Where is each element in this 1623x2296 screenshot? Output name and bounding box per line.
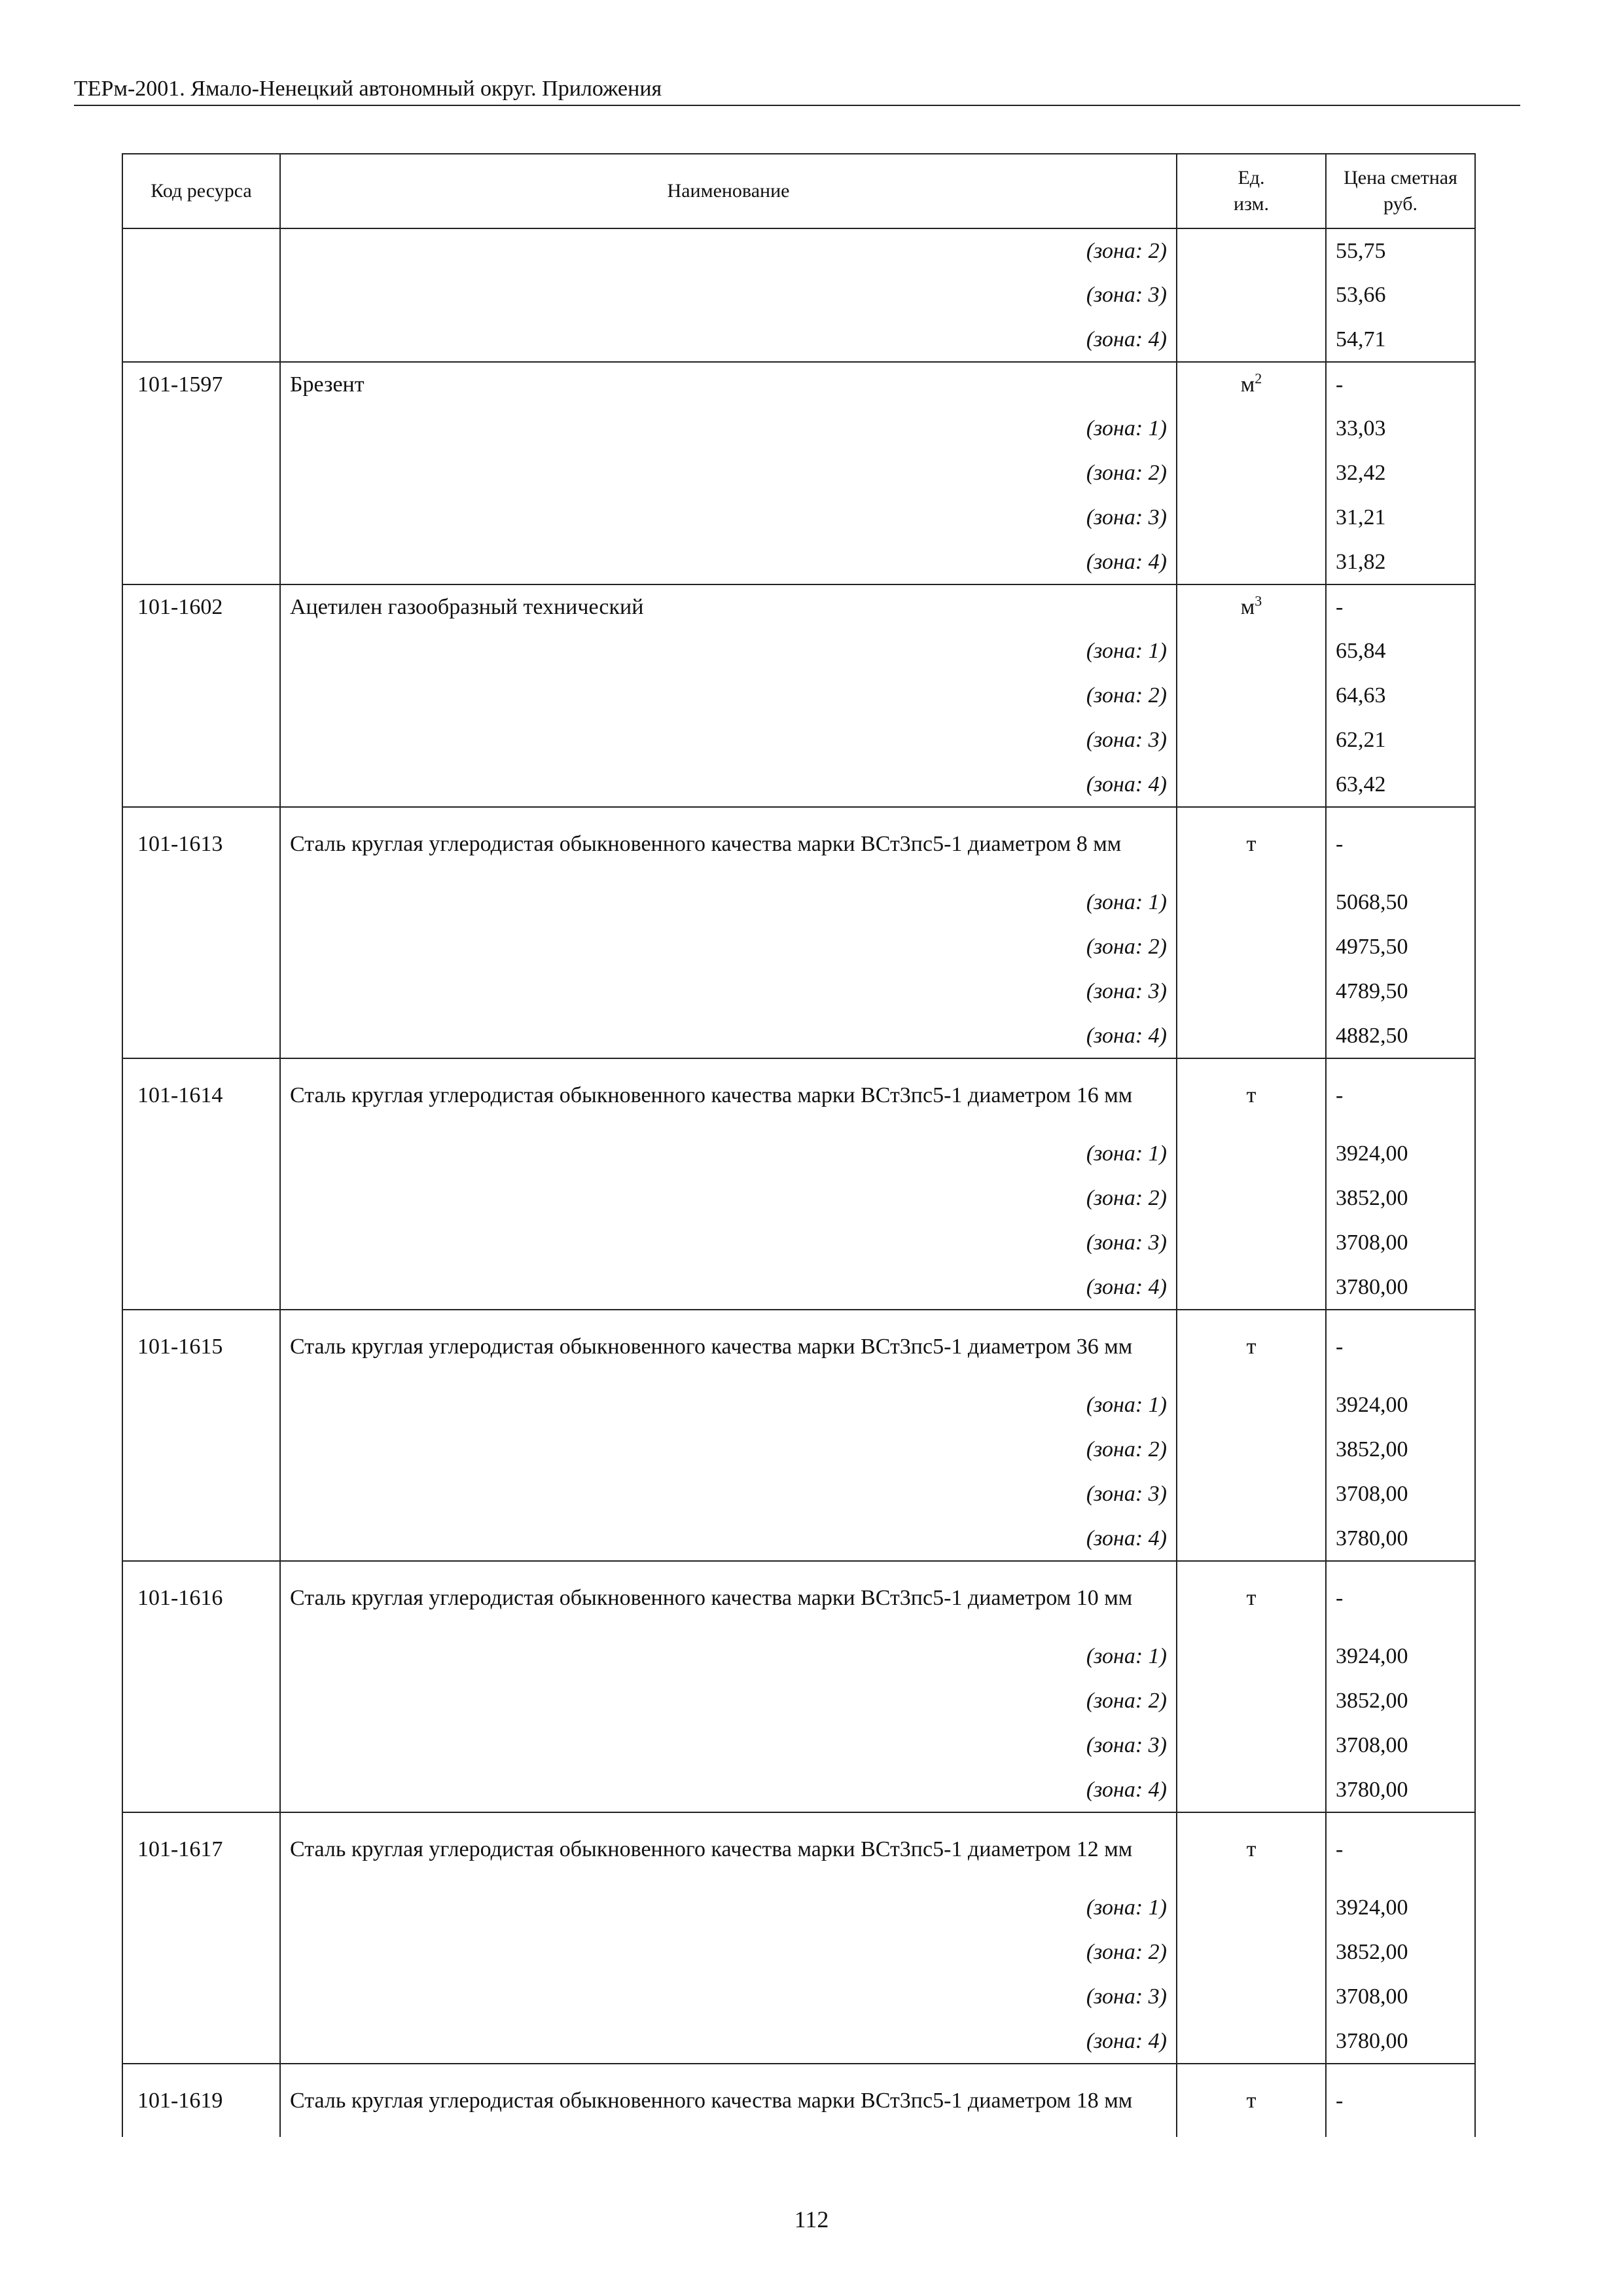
zone-price: 4789,50	[1326, 969, 1475, 1014]
zone-label: (зона: 4)	[280, 540, 1177, 584]
zone-price: 33,03	[1326, 406, 1475, 451]
resource-code-cell	[122, 880, 280, 925]
resource-code-cell	[122, 718, 280, 762]
zone-row	[122, 1472, 1475, 1516]
zone-row	[122, 540, 1475, 584]
resource-code-cell	[122, 1723, 280, 1768]
zone-label: (зона: 1)	[280, 1132, 1177, 1176]
zone-label: (зона: 4)	[280, 1768, 1177, 1812]
resource-name: Сталь круглая углеродистая обыкновенного качества марки ВСт3пс5-1 диаметром 18 мм	[280, 2064, 1177, 2137]
price-table	[122, 153, 1476, 2137]
zone-price: 3852,00	[1326, 1176, 1475, 1221]
resource-code-cell	[122, 1930, 280, 1975]
zone-price: 64,63	[1326, 673, 1475, 718]
zone-price: 3780,00	[1326, 1265, 1475, 1310]
column-header-price	[1326, 154, 1475, 228]
resource-code: 101-1602	[122, 584, 280, 629]
zone-label: (зона: 4)	[280, 1014, 1177, 1058]
resource-name: Сталь круглая углеродистая обыкновенного качества марки ВСт3пс5-1 диаметром 12 мм	[280, 1812, 1177, 1886]
zone-row	[122, 1383, 1475, 1427]
resource-code-cell	[122, 317, 280, 362]
zone-price: 5068,50	[1326, 880, 1475, 925]
resource-row	[122, 2064, 1475, 2137]
zone-row	[122, 273, 1475, 317]
zone-price: 3924,00	[1326, 1886, 1475, 1930]
resource-code-cell	[122, 673, 280, 718]
resource-code-cell	[122, 2019, 280, 2064]
unit-cell	[1177, 228, 1326, 273]
zone-price: 31,21	[1326, 495, 1475, 540]
zone-label: (зона: 4)	[280, 1265, 1177, 1310]
column-header-unit	[1177, 154, 1326, 228]
unit-cell	[1177, 1930, 1326, 1975]
unit-cell	[1177, 1516, 1326, 1561]
zone-price: 3708,00	[1326, 1975, 1475, 2019]
unit-cell	[1177, 969, 1326, 1014]
resource-code-cell	[122, 273, 280, 317]
zone-label: (зона: 1)	[280, 629, 1177, 673]
resource-code-cell	[122, 1768, 280, 1812]
unit-cell	[1177, 880, 1326, 925]
zone-label: (зона: 3)	[280, 495, 1177, 540]
zone-price: 53,66	[1326, 273, 1475, 317]
unit-base: м	[1240, 372, 1255, 397]
resource-row	[122, 584, 1475, 629]
resource-code-cell	[122, 495, 280, 540]
zone-price: 63,42	[1326, 762, 1475, 807]
zone-label: (зона: 2)	[280, 228, 1177, 273]
zone-price: 3852,00	[1326, 1427, 1475, 1472]
unit-exponent: 3	[1255, 592, 1262, 609]
resource-row	[122, 1310, 1475, 1383]
resource-code-cell	[122, 1176, 280, 1221]
unit-cell	[1177, 1679, 1326, 1723]
zone-price: 4975,50	[1326, 925, 1475, 969]
resource-unit	[1177, 2064, 1326, 2137]
zone-price: 3780,00	[1326, 1516, 1475, 1561]
zone-price: 62,21	[1326, 718, 1475, 762]
resource-price: -	[1326, 807, 1475, 880]
resource-code-cell	[122, 969, 280, 1014]
zone-row	[122, 1975, 1475, 2019]
resource-name: Ацетилен газообразный технический	[280, 584, 1177, 629]
zone-label: (зона: 1)	[280, 1634, 1177, 1679]
resource-code-cell	[122, 1383, 280, 1427]
zone-row	[122, 1132, 1475, 1176]
resource-unit	[1177, 807, 1326, 880]
zone-label: (зона: 2)	[280, 1930, 1177, 1975]
resource-code-cell	[122, 451, 280, 495]
resource-code-cell	[122, 1132, 280, 1176]
unit-cell	[1177, 629, 1326, 673]
unit-cell	[1177, 762, 1326, 807]
unit-cell	[1177, 406, 1326, 451]
page-header: ТЕРм-2001. Ямало-Ненецкий автономный округ. Приложения	[74, 73, 1520, 106]
unit-cell	[1177, 317, 1326, 362]
resource-code-cell	[122, 1516, 280, 1561]
zone-row	[122, 925, 1475, 969]
unit-base: т	[1246, 1837, 1257, 1861]
zone-price: 3708,00	[1326, 1723, 1475, 1768]
zone-label: (зона: 1)	[280, 1886, 1177, 1930]
zone-label: (зона: 3)	[280, 1975, 1177, 2019]
resource-code-cell	[122, 1221, 280, 1265]
zone-row	[122, 2019, 1475, 2064]
zone-label: (зона: 1)	[280, 1383, 1177, 1427]
resource-name: Брезент	[280, 362, 1177, 406]
unit-cell	[1177, 451, 1326, 495]
unit-cell	[1177, 1768, 1326, 1812]
resource-code-cell	[122, 762, 280, 807]
resource-code-cell	[122, 925, 280, 969]
zone-row	[122, 1427, 1475, 1472]
resource-code-cell	[122, 1634, 280, 1679]
resource-code-cell	[122, 1472, 280, 1516]
resource-price: -	[1326, 1058, 1475, 1132]
unit-base: м	[1240, 594, 1255, 619]
zone-label: (зона: 3)	[280, 718, 1177, 762]
column-header-name: Наименование	[280, 154, 1177, 228]
zone-label: (зона: 4)	[280, 317, 1177, 362]
resource-unit	[1177, 1310, 1326, 1383]
zone-row	[122, 969, 1475, 1014]
resource-row	[122, 807, 1475, 880]
zone-price: 3780,00	[1326, 2019, 1475, 2064]
resource-code-cell	[122, 1014, 280, 1058]
column-header-code: Код ресурса	[122, 154, 280, 228]
column-header-price-line1: Цена сметная	[1344, 167, 1457, 188]
zone-row	[122, 762, 1475, 807]
zone-label: (зона: 2)	[280, 1679, 1177, 1723]
resource-row	[122, 1561, 1475, 1634]
unit-cell	[1177, 1634, 1326, 1679]
page-number: 112	[794, 2206, 829, 2233]
zone-row	[122, 317, 1475, 362]
unit-base: т	[1246, 1083, 1257, 1107]
zone-label: (зона: 2)	[280, 673, 1177, 718]
resource-unit	[1177, 1561, 1326, 1634]
column-header-unit-line1: Ед.	[1238, 167, 1265, 188]
zone-row	[122, 1221, 1475, 1265]
unit-base: т	[1246, 1334, 1257, 1359]
resource-code-cell	[122, 228, 280, 273]
zone-price: 32,42	[1326, 451, 1475, 495]
zone-label: (зона: 1)	[280, 406, 1177, 451]
zone-row	[122, 495, 1475, 540]
unit-cell	[1177, 1886, 1326, 1930]
zone-price: 3924,00	[1326, 1634, 1475, 1679]
resource-row	[122, 362, 1475, 406]
unit-cell	[1177, 273, 1326, 317]
zone-price: 4882,50	[1326, 1014, 1475, 1058]
unit-cell	[1177, 673, 1326, 718]
zone-price: 3708,00	[1326, 1472, 1475, 1516]
zone-price: 3924,00	[1326, 1383, 1475, 1427]
resource-price: -	[1326, 2064, 1475, 2137]
resource-price: -	[1326, 362, 1475, 406]
resource-code: 101-1597	[122, 362, 280, 406]
zone-price: 55,75	[1326, 228, 1475, 273]
resource-unit	[1177, 584, 1326, 629]
resource-code: 101-1615	[122, 1310, 280, 1383]
zone-row	[122, 1265, 1475, 1310]
unit-cell	[1177, 1014, 1326, 1058]
zone-row	[122, 1723, 1475, 1768]
resource-code-cell	[122, 1886, 280, 1930]
zone-label: (зона: 3)	[280, 969, 1177, 1014]
zone-row	[122, 629, 1475, 673]
table-header-row	[122, 154, 1475, 228]
unit-cell	[1177, 1427, 1326, 1472]
unit-base: т	[1246, 1585, 1257, 1610]
unit-base: т	[1246, 2088, 1257, 2113]
zone-label: (зона: 4)	[280, 1516, 1177, 1561]
unit-exponent: 2	[1255, 370, 1262, 387]
zone-row	[122, 1679, 1475, 1723]
zone-row	[122, 880, 1475, 925]
resource-name: Сталь круглая углеродистая обыкновенного качества марки ВСт3пс5-1 диаметром 36 мм	[280, 1310, 1177, 1383]
zone-label: (зона: 2)	[280, 451, 1177, 495]
resource-unit	[1177, 1058, 1326, 1132]
zone-row	[122, 1634, 1475, 1679]
resource-code-cell	[122, 629, 280, 673]
resource-price: -	[1326, 584, 1475, 629]
column-header-unit-line2: изм.	[1234, 193, 1269, 215]
resource-name: Сталь круглая углеродистая обыкновенного качества марки ВСт3пс5-1 диаметром 8 мм	[280, 807, 1177, 880]
unit-base: т	[1246, 831, 1257, 856]
resource-code-cell	[122, 540, 280, 584]
resource-code-cell	[122, 406, 280, 451]
unit-cell	[1177, 718, 1326, 762]
unit-cell	[1177, 1383, 1326, 1427]
zone-label: (зона: 2)	[280, 1427, 1177, 1472]
zone-price: 3708,00	[1326, 1221, 1475, 1265]
resource-code-cell	[122, 1427, 280, 1472]
zone-price: 3924,00	[1326, 1132, 1475, 1176]
table-body	[122, 228, 1475, 2137]
zone-label: (зона: 4)	[280, 762, 1177, 807]
zone-row	[122, 1930, 1475, 1975]
resource-name: Сталь круглая углеродистая обыкновенного качества марки ВСт3пс5-1 диаметром 10 мм	[280, 1561, 1177, 1634]
unit-cell	[1177, 1265, 1326, 1310]
zone-price: 65,84	[1326, 629, 1475, 673]
unit-cell	[1177, 1132, 1326, 1176]
resource-unit	[1177, 362, 1326, 406]
resource-name: Сталь круглая углеродистая обыкновенного качества марки ВСт3пс5-1 диаметром 16 мм	[280, 1058, 1177, 1132]
resource-row	[122, 1812, 1475, 1886]
zone-price: 3852,00	[1326, 1679, 1475, 1723]
resource-code-cell	[122, 1265, 280, 1310]
resource-code: 101-1616	[122, 1561, 280, 1634]
zone-label: (зона: 1)	[280, 880, 1177, 925]
resource-code: 101-1614	[122, 1058, 280, 1132]
zone-row	[122, 673, 1475, 718]
resource-price: -	[1326, 1812, 1475, 1886]
zone-row	[122, 1768, 1475, 1812]
unit-cell	[1177, 2019, 1326, 2064]
unit-cell	[1177, 540, 1326, 584]
resource-code-cell	[122, 1975, 280, 2019]
resource-unit	[1177, 1812, 1326, 1886]
zone-row	[122, 406, 1475, 451]
zone-row	[122, 451, 1475, 495]
zone-label: (зона: 3)	[280, 1723, 1177, 1768]
unit-cell	[1177, 925, 1326, 969]
zone-label: (зона: 4)	[280, 2019, 1177, 2064]
unit-cell	[1177, 1176, 1326, 1221]
resource-code: 101-1619	[122, 2064, 280, 2137]
zone-price: 31,82	[1326, 540, 1475, 584]
zone-label: (зона: 3)	[280, 1472, 1177, 1516]
unit-cell	[1177, 495, 1326, 540]
column-header-price-line2: руб.	[1383, 193, 1418, 215]
zone-row	[122, 718, 1475, 762]
unit-cell	[1177, 1723, 1326, 1768]
zone-label: (зона: 3)	[280, 273, 1177, 317]
resource-price: -	[1326, 1561, 1475, 1634]
zone-row	[122, 228, 1475, 273]
resource-row	[122, 1058, 1475, 1132]
resource-code: 101-1617	[122, 1812, 280, 1886]
zone-price: 54,71	[1326, 317, 1475, 362]
zone-label: (зона: 2)	[280, 925, 1177, 969]
zone-row	[122, 1886, 1475, 1930]
resource-code-cell	[122, 1679, 280, 1723]
zone-row	[122, 1176, 1475, 1221]
zone-row	[122, 1516, 1475, 1561]
resource-code: 101-1613	[122, 807, 280, 880]
zone-price: 3780,00	[1326, 1768, 1475, 1812]
unit-cell	[1177, 1975, 1326, 2019]
zone-row	[122, 1014, 1475, 1058]
zone-price: 3852,00	[1326, 1930, 1475, 1975]
resource-price: -	[1326, 1310, 1475, 1383]
unit-cell	[1177, 1472, 1326, 1516]
unit-cell	[1177, 1221, 1326, 1265]
zone-label: (зона: 2)	[280, 1176, 1177, 1221]
zone-label: (зона: 3)	[280, 1221, 1177, 1265]
